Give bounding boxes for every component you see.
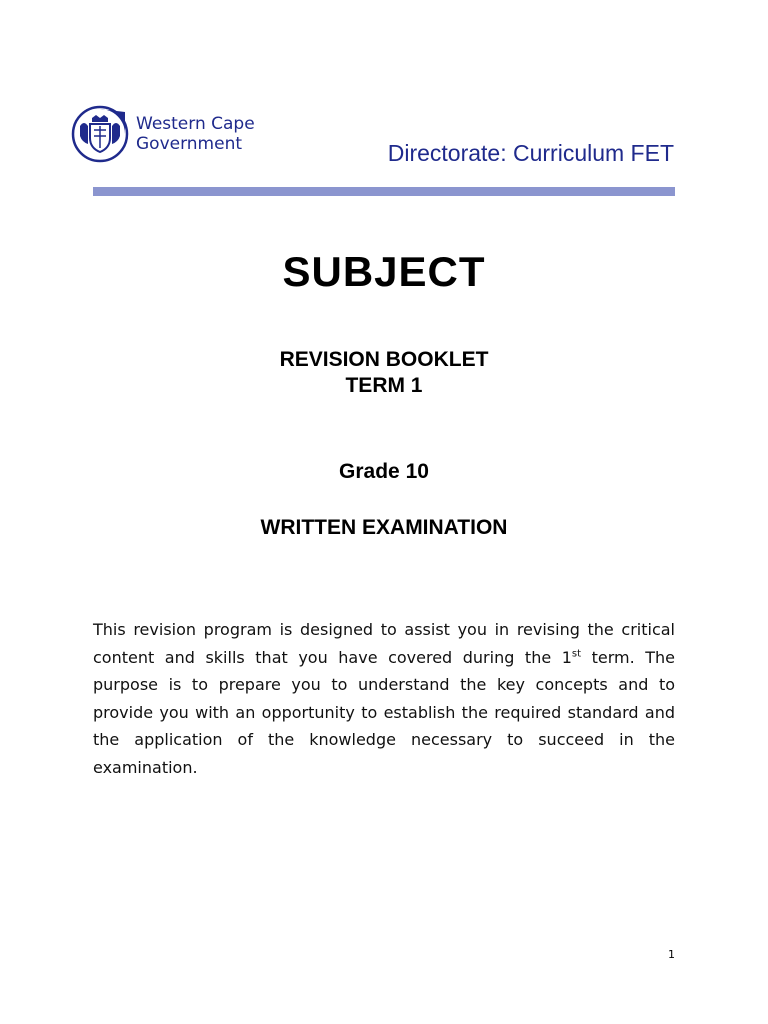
intro-paragraph	[93, 616, 675, 781]
booklet-title	[0, 347, 768, 399]
booklet-line-2: TERM 1	[345, 374, 423, 397]
subject-title: SUBJECT	[282, 248, 486, 295]
page-number: 1	[668, 948, 675, 961]
logo-line-1: Western Cape	[136, 114, 255, 134]
intro-superscript: st	[571, 648, 582, 660]
logo-text	[136, 114, 255, 154]
header-divider	[93, 187, 675, 196]
coat-of-arms-icon	[70, 104, 130, 164]
intro-text-after: term. The purpose is to prepare you to understand the key concepts and to provide you with an opportunity to establish the required standard and the application of the knowledge necessary to succeed in the examination.	[93, 647, 676, 777]
grade-label: Grade 10	[339, 460, 429, 483]
intro-text-before: This revision program is designed to assist you in revising the critical content and skills that you have covered during the 1	[93, 620, 675, 667]
booklet-line-1: REVISION BOOKLET	[279, 348, 489, 371]
directorate-heading: Directorate: Curriculum FET	[387, 140, 674, 166]
logo-line-2: Government	[136, 134, 243, 154]
western-cape-government-logo	[70, 104, 290, 164]
exam-label: WRITTEN EXAMINATION	[260, 516, 508, 539]
